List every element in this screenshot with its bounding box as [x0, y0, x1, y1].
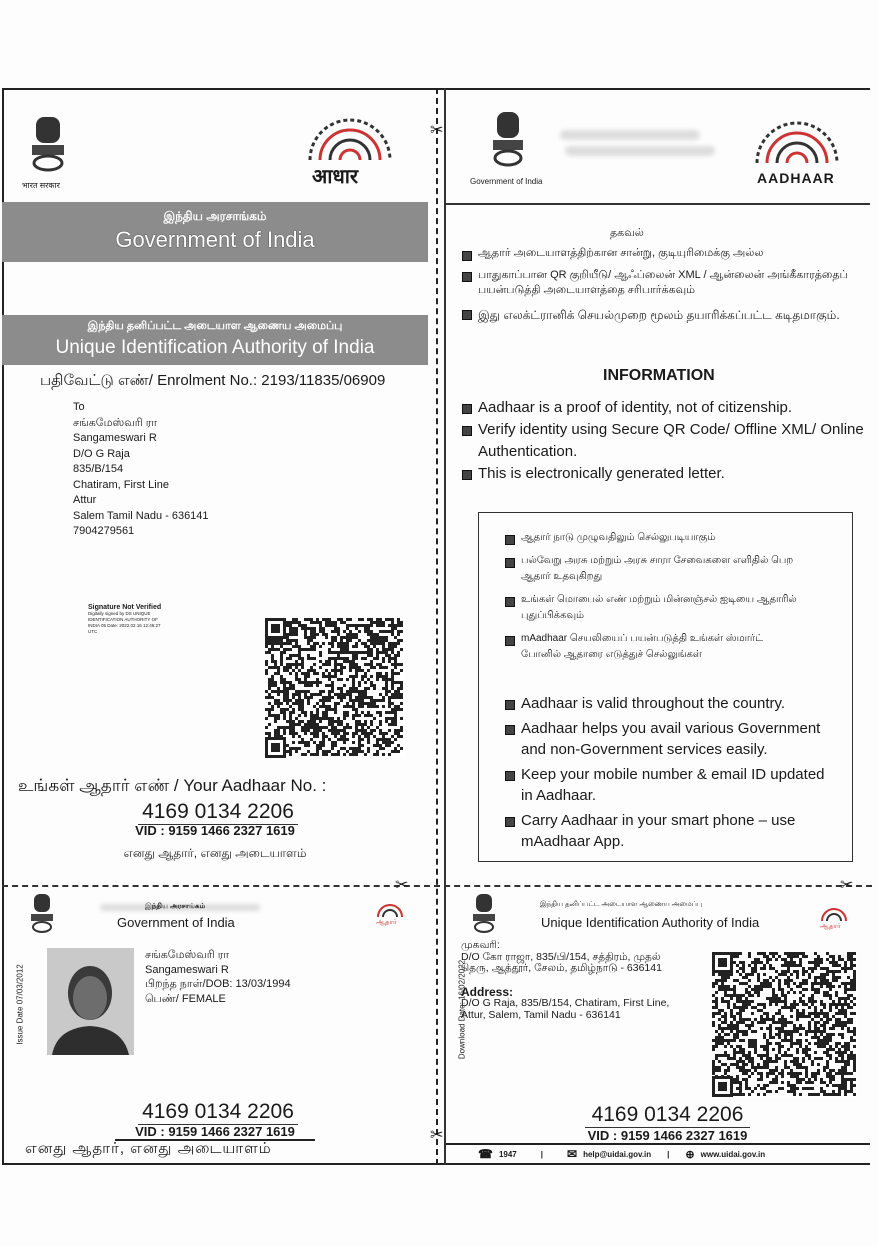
info-heading: INFORMATION: [603, 367, 715, 384]
list-item: Carry Aadhaar in your smart phone – use mAadhaar App.: [503, 810, 833, 852]
vid-number: VID : 9159 1466 2327 1619: [587, 1128, 748, 1143]
aadhaar-logo-icon: [816, 902, 852, 922]
aadhaar-number: 4169 0134 2206: [585, 1103, 750, 1128]
cut-line-horizontal: [2, 885, 872, 887]
address-english: D/O G Raja, 835/B/154, Chatiram, First Line, Attur, Salem, Tamil Nadu - 636141: [461, 997, 670, 1021]
gov-tamil: இந்திய அரசாங்கம்: [145, 903, 206, 910]
separator: |: [540, 1149, 543, 1159]
tagline: எனது ஆதார், எனது அடையாளம்: [25, 1140, 272, 1157]
holder-details: [145, 948, 291, 1006]
name-tamil: சங்கமேஸ்வரி ரா: [145, 949, 230, 961]
help-email[interactable]: help@uidai.gov.in: [583, 1149, 652, 1159]
uidai-english: Unique Identification Authority of India: [541, 915, 760, 930]
gov-tamil: இந்திய அரசாங்கம்: [163, 209, 267, 223]
gov-english: Government of India: [117, 915, 235, 930]
phone-icon: ☎: [478, 1147, 493, 1161]
emblem-caption: Government of India: [470, 177, 543, 186]
list-item: ஆதார் அடையாளத்திற்கான சான்று, குடியுரிமைக்கு அல்ல: [460, 246, 860, 262]
list-item: பல்வேறு அரசு மற்றும் அரசு சாரா சேவைகளை எளிதில் பெற ஆதார் உதவுகிறது: [503, 553, 803, 585]
aadhaar-logo-icon: [752, 118, 842, 168]
qr-code: [712, 952, 857, 1097]
address-line: Attur: [73, 494, 97, 506]
holder-name: Sangameswari R: [145, 963, 229, 976]
redacted-bar: [565, 146, 715, 156]
address-line: Sangameswari R: [73, 432, 157, 444]
aadhaar-logo-icon: [305, 115, 395, 165]
aadhaar-logo-text: AADHAAR: [757, 170, 835, 186]
emblem-caption: भारत सरकार: [22, 181, 60, 190]
national-emblem-icon: [28, 893, 56, 935]
list-item: Aadhaar is valid throughout the country.: [503, 693, 833, 714]
address-line: Salem Tamil Nadu - 636141: [73, 509, 209, 522]
digital-signature: [88, 604, 168, 635]
list-item: Keep your mobile number & email ID updated in Aadhaar.: [503, 764, 833, 806]
your-aadhaar-label: உங்கள் ஆதார் எண் / Your Aadhaar No. :: [18, 776, 327, 795]
cut-line-vertical: [436, 88, 438, 1165]
address-tamil-label: முகவரி:: [461, 939, 500, 951]
address-line: To: [73, 401, 85, 413]
list-item: Aadhaar helps you avail various Government and non-Government services easily.: [503, 718, 833, 760]
contact-footer: [478, 1147, 765, 1161]
address-line: 7904279561: [73, 525, 135, 537]
scissors-icon: ✂: [430, 122, 444, 139]
list-item: This is electronically generated letter.: [460, 463, 870, 485]
uidai-tamil: இந்திய தனிப்பட்ட அடையாள ஆணைய அமைப்பு: [87, 320, 343, 332]
list-item: Aadhaar is a proof of identity, not of citizenship.: [460, 397, 870, 419]
helpline-number: 1947: [498, 1149, 517, 1159]
aadhaar-logo-text: आधार: [312, 166, 359, 188]
uidai-tamil: இந்திய தனிப்பட்ட அடையாள ஆணைய அமைப்பு: [540, 901, 703, 908]
address-tamil: D/O கோ ராஜா, 835/பி/154, சத்திரம், முதல் தெரு, ஆத்தூர், சேலம், தமிழ்நாடு - 636141: [461, 950, 662, 974]
address-line: 835/B/154: [73, 463, 124, 475]
address-line: Chatiram, First Line: [73, 478, 169, 491]
list-item: இது எலக்ட்ரானிக் செயல்முறை மூலம் தயாரிக்கப்பட்ட கடிதமாகும்.: [460, 305, 860, 325]
mail-icon: ✉: [567, 1147, 578, 1161]
column-divider: [444, 88, 446, 1165]
issue-date: Issue Date 07/03/2012: [15, 964, 25, 1045]
date-of-birth: பிறந்த நாள்/DOB: 13/03/1994: [145, 978, 291, 990]
download-date: Download Date: 16/02/2022: [457, 959, 467, 1060]
uidai-banner: [2, 315, 428, 365]
qr-code: [265, 618, 405, 758]
list-item: Verify identity using Secure QR Code/ Offline XML/ Online Authentication.: [460, 419, 870, 463]
divider: [446, 1143, 870, 1145]
scissors-icon: ✂: [840, 877, 854, 894]
list-item: பாதுகாப்பான QR குறியீடு/ ஆஃப்லைன் XML / ஆன்லைன் அங்கீகாரத்தைப் பயன்படுத்தி அடையாளத்தை சரிபார்க்கவும்: [460, 268, 860, 299]
aadhaar-logo-text: ஆதார்: [820, 923, 841, 930]
gender: பெண்/ FEMALE: [145, 992, 226, 1005]
tamil-info-list: [460, 246, 860, 325]
address-label: Address:: [461, 984, 514, 999]
aadhaar-logo-icon: [372, 898, 408, 918]
national-emblem-icon: [488, 110, 528, 170]
globe-icon: ⊕: [685, 1148, 695, 1161]
tagline: எனது ஆதார், எனது அடையாளம்: [123, 846, 307, 860]
back-address: [461, 940, 701, 1021]
recipient-address: [73, 400, 209, 540]
vid-number: VID : 9159 1466 2327 1619: [115, 1124, 315, 1141]
address-line: சங்கமேஸ்வரி ரா: [73, 416, 158, 429]
info-list: [460, 397, 870, 485]
divider: [446, 203, 870, 205]
list-item: உங்கள் மொபைல் எண் மற்றும் மின்னஞ்சல் ஐடியை ஆதாரில் புதுப்பிக்கவும்: [503, 592, 803, 624]
vid-number: VID : 9159 1466 2327 1619: [135, 823, 295, 838]
national-emblem-icon: [470, 893, 498, 935]
info-box: [478, 512, 853, 862]
aadhaar-number: 4169 0134 2206: [138, 800, 298, 825]
scissors-icon: ✂: [430, 1127, 444, 1144]
uidai-english: Unique Identification Authority of India: [55, 337, 375, 358]
enrolment-number: பதிவேட்டு எண்/ Enrolment No.: 2193/11835/06909: [40, 372, 386, 389]
gov-banner: [2, 202, 428, 262]
scissors-icon: ✂: [395, 877, 409, 894]
separator: |: [667, 1149, 670, 1159]
aadhaar-logo-text: ஆதார்: [376, 919, 397, 926]
gov-english: Government of India: [115, 227, 315, 252]
signature-status: Signature Not Verified: [88, 604, 162, 611]
list-item: ஆதார் நாடு முழுவதிலும் செல்லுபடியாகும்: [503, 530, 803, 546]
tamil-heading: தகவல்: [610, 227, 644, 239]
redacted-bar: [560, 130, 700, 140]
list-item: mAadhaar செயலியைப் பயன்படுத்தி உங்கள் ஸ்மார்ட் போனில் ஆதாரை எடுத்துச் செல்லுங்கள்: [503, 631, 803, 663]
holder-photo: [47, 948, 134, 1055]
aadhaar-number: 4169 0134 2206: [138, 1100, 298, 1125]
website-link[interactable]: www.uidai.gov.in: [700, 1149, 766, 1159]
national-emblem-icon: [26, 115, 70, 177]
signature-details: Digitally signed by DS UNIQUE IDENTIFICATION AUTHORITY OF INDIA 05 Date: 2022.02.16 12:46:27 UTC: [88, 611, 161, 634]
address-line: D/O G Raja: [73, 447, 130, 460]
